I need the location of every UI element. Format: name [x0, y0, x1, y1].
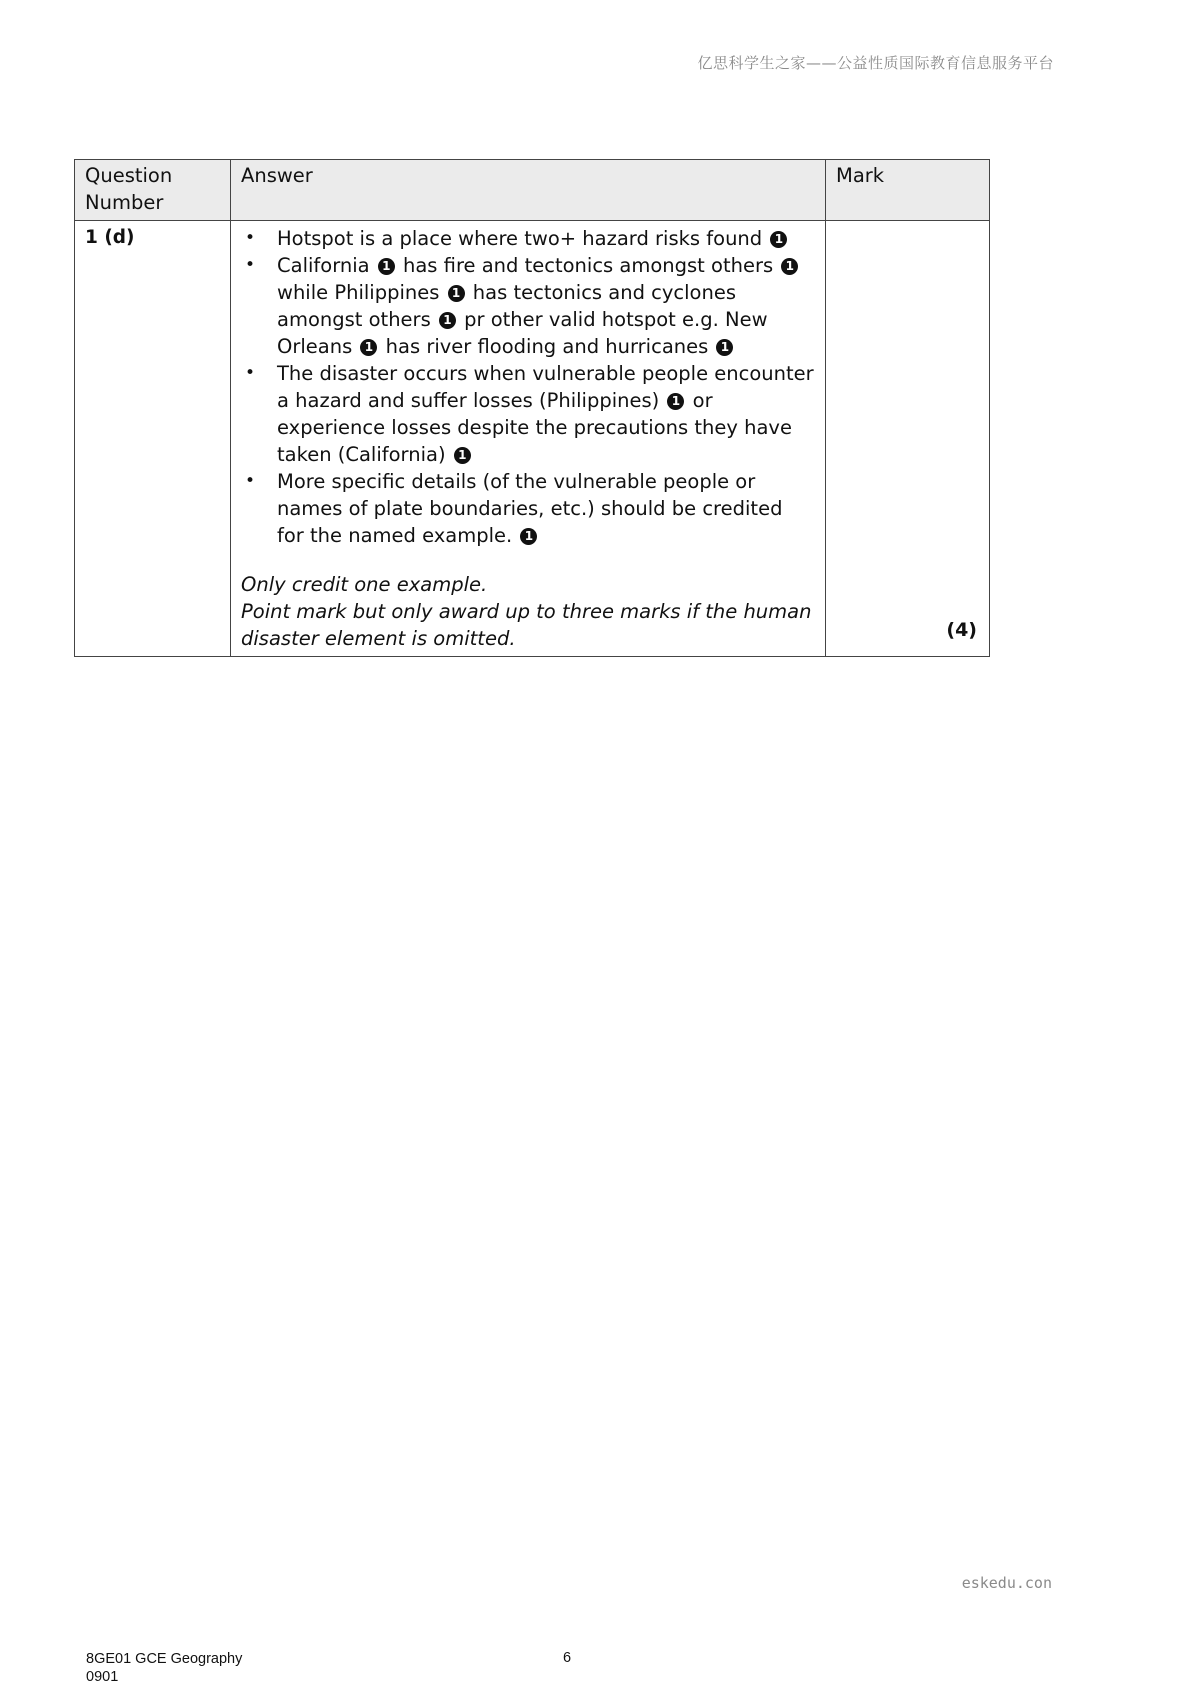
- answer-text: or experience losses despite the precautions they have taken (California): [277, 389, 792, 466]
- answer-list: [241, 225, 815, 549]
- footer-watermark: eskedu.con: [961, 1574, 1052, 1592]
- answer-text: More specific details (of the vulnerable people or names of plate boundaries, etc.) should be credited for the named example.: [277, 470, 783, 547]
- table-row: [75, 221, 990, 657]
- mark-point-icon: 1: [448, 285, 465, 302]
- answer-text: pr other valid hotspot e.g. New Orleans: [277, 308, 768, 358]
- page-number: 6: [563, 1650, 572, 1666]
- header-mark: Mark: [826, 160, 990, 221]
- bullet-point-icon: •: [245, 363, 256, 383]
- footer-exam-code: 8GE01 GCE Geography 0901: [86, 1651, 243, 1685]
- header-question-number: Question Number: [75, 160, 231, 221]
- answer-text: has fire and tectonics amongst others: [396, 254, 780, 277]
- mark-point-icon: 1: [781, 258, 798, 275]
- bullet-point-icon: •: [245, 471, 256, 491]
- mark-scheme-table: [74, 159, 990, 657]
- table-header-row: [75, 160, 990, 221]
- mark-point-icon: 1: [378, 258, 395, 275]
- note-point-mark: Point mark but only award up to three marks if the human disaster element is omitted.: [241, 600, 812, 650]
- mark-cell: [826, 221, 990, 657]
- mark-point-icon: 1: [454, 447, 471, 464]
- mark-point-icon: 1: [667, 393, 684, 410]
- note-credit-one: Only credit one example.: [241, 573, 488, 596]
- mark-total: (4): [946, 619, 977, 641]
- answer-text: Hotspot is a place where two+ hazard risks found: [277, 227, 769, 250]
- answer-text: has river flooding and hurricanes: [379, 335, 715, 358]
- answer-text: has tectonics and cyclones amongst others: [277, 281, 737, 331]
- question-number: 1 (d): [85, 227, 135, 248]
- mark-point-icon: 1: [439, 312, 456, 329]
- answer-cell: [231, 221, 826, 657]
- mark-point-icon: 1: [770, 231, 787, 248]
- answer-text: California: [277, 254, 376, 277]
- header-answer: Answer: [231, 160, 826, 221]
- answer-text: The disaster occurs when vulnerable people encounter a hazard and suffer losses (Philippines): [277, 362, 814, 412]
- answer-text: while Philippines: [277, 281, 446, 304]
- mark-point-icon: 1: [716, 339, 733, 356]
- header-watermark: 亿思科学生之家——公益性质国际教育信息服务平台: [697, 54, 1054, 72]
- bullet-point-icon: •: [245, 228, 256, 248]
- bullet-point-icon: •: [245, 255, 256, 275]
- answer-bullet-item: [241, 252, 815, 360]
- marking-notes: [241, 571, 815, 652]
- mark-point-icon: 1: [520, 528, 537, 545]
- answer-bullet-item: [241, 360, 815, 468]
- mark-point-icon: 1: [360, 339, 377, 356]
- question-number-cell: [75, 221, 231, 657]
- answer-bullet-item: [241, 468, 815, 549]
- answer-bullet-item: [241, 225, 815, 252]
